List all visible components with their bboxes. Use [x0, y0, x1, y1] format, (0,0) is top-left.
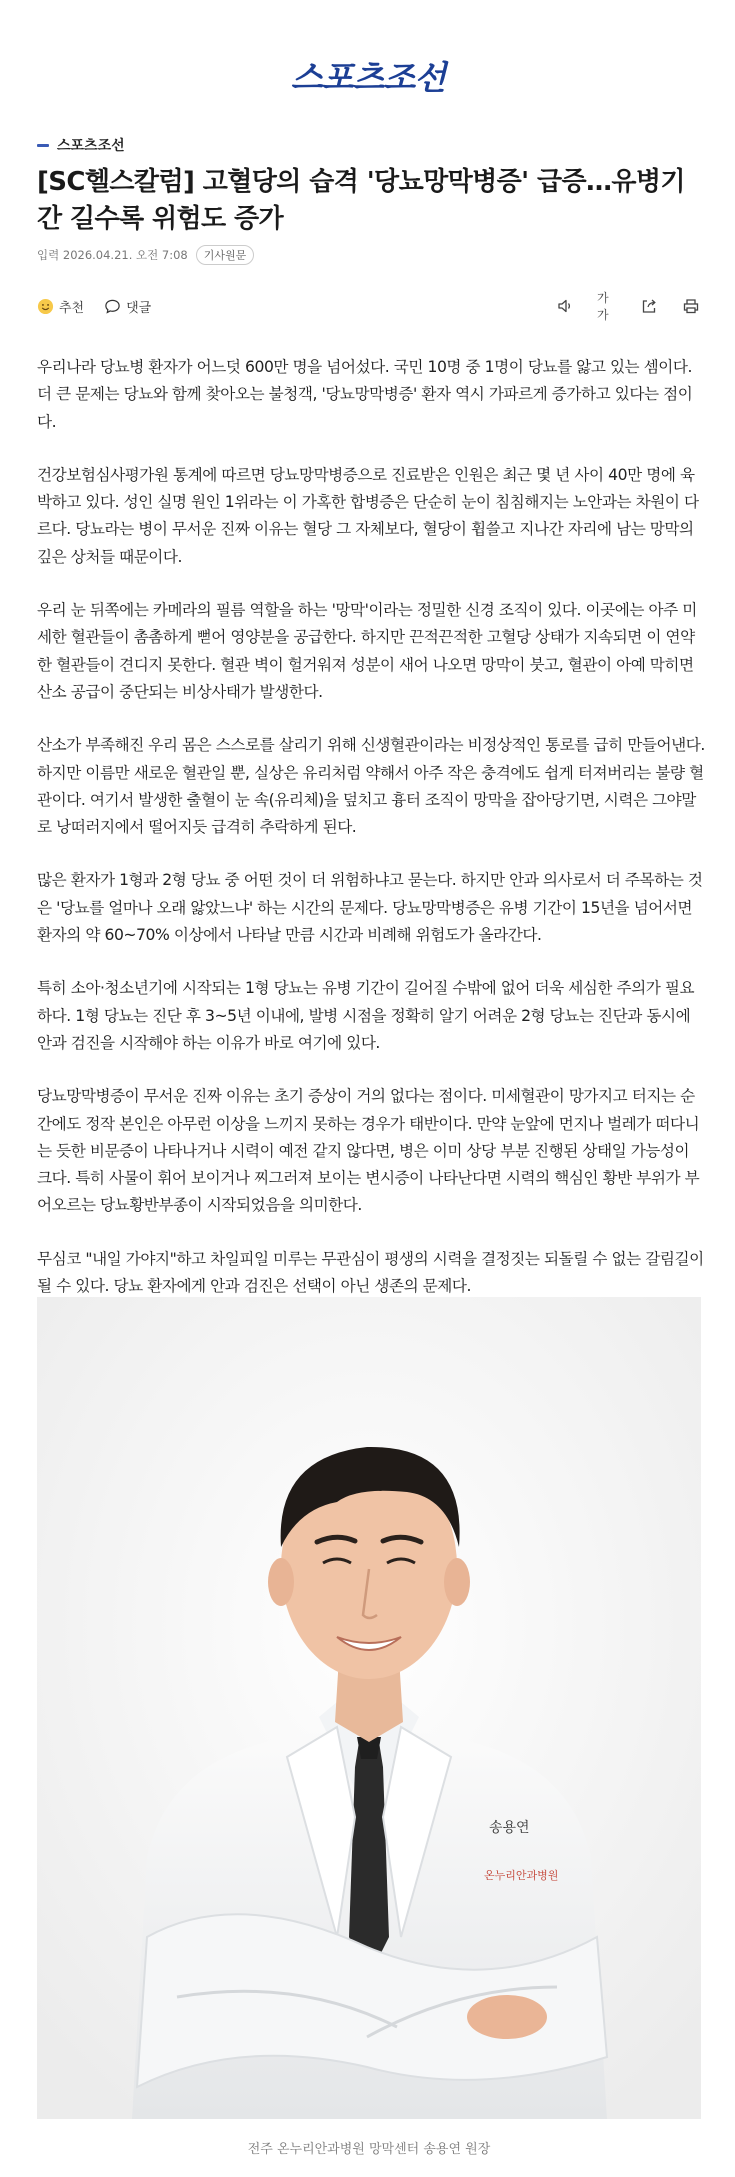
comment-icon: [104, 298, 121, 315]
article-actions: [37, 291, 701, 322]
speaker-icon: [556, 297, 574, 315]
publish-date: 입력 2026.04.21. 오전 7:08: [37, 248, 188, 262]
paragraph: 특히 소아·청소년기에 시작되는 1형 당뇨는 유병 기간이 길어질 수밖에 없어 더욱 세심한 주의가 필요하다. 1형 당뇨는 진단 후 3~5년 이내에, 발병 시점을 정확히 알기 어려운 2형 당뇨는 진단과 동시에 안과 검진을 시작해야 하는 이유가 바로 여기에 있다.: [37, 979, 695, 1052]
closing-text: 무심코 "내일 가야지"하고 차일피일 미루는 무관심이 평생의 시력을 결정짓는 되돌릴 수 없는 갈림길이 될 수 있다. 당뇨 환자에게 안과 검진은 선택이 아닌 생존의 문제다.: [37, 1249, 704, 1296]
site-header: [0, 0, 735, 128]
press-label[interactable]: [37, 134, 125, 156]
article-title: [SC헬스칼럼] 고혈당의 습격 '당뇨망막병증' 급증…유병기간 길수록 위험도 증가: [37, 167, 685, 234]
doctor-photo: [37, 1297, 701, 2119]
recommend-button[interactable]: [37, 297, 84, 316]
press-mark-icon: [37, 144, 49, 147]
font-size-button[interactable]: [597, 291, 617, 322]
article-body: [37, 354, 705, 1328]
paragraph: 건강보험심사평가원 통계에 따르면 당뇨망막병증으로 진료받은 인원은 최근 몇 년 사이 40만 명에 육박하고 있다. 성인 실명 원인 1위라는 이 가혹한 합병증은 단순히 눈이 침침해지는 노안과는 차원이 다르다. 당뇨라는 병이 무서운 진짜 이유는 혈당 그 자체보다, 혈당이 휩쓸고 지나간 자리에 남는 망막의 깊은 상처들 때문이다.: [37, 465, 699, 566]
audio-button[interactable]: [555, 296, 575, 316]
original-article-link[interactable]: 기사원문: [196, 245, 255, 265]
paragraph: 산소가 부족해진 우리 몸은 스스로를 살리기 위해 신생혈관이라는 비정상적인 통로를 급히 만들어낸다. 하지만 이름만 새로운 혈관일 뿐, 실상은 유리처럼 약해서 아주 작은 충격에도 쉽게 터져버리는 불량 혈관이다. 여기서 발생한 출혈이 눈 속(유리체)을 덮치고 흉터 조직이 망막을 잡아당기면, 시력은 그야말로 낭떠러지에서 떨어지듯 급격히 추락하게 된다.: [37, 736, 705, 837]
photo-caption: 전주 온누리안과병원 망막센터 송용연 원장: [247, 2142, 491, 2157]
paragraph: 많은 환자가 1형과 2형 당뇨 중 어떤 것이 더 위험하냐고 묻는다. 하지만 안과 의사로서 더 주목하는 것은 '당뇨를 얼마나 오래 앓았느냐' 하는 시간의 문제다. 당뇨망막병증은 유병 기간이 15년을 넘어서면 환자의 약 60~70% 이상에서 나타날 만큼 시간과 비례해 위험도가 올라간다.: [37, 871, 703, 945]
comment-label: 댓글: [126, 300, 152, 316]
share-icon: [640, 297, 658, 315]
paragraph: 당뇨망막병증이 무서운 진짜 이유는 초기 증상이 거의 없다는 점이다. 미세혈관이 망가지고 터지는 순간에도 정작 본인은 아무런 이상을 느끼지 못하는 경우가 태반이다. 만약 눈앞에 먼지나 벌레가 떠다니는 듯한 비문증이 나타나거나 시력이 예전 같지 않다면, 병은 이미 상당 부분 진행된 상태일 가능성이 크다. 특히 사물이 휘어 보이거나 찌그러져 보이는 변시증이 나타난다면 시력의 핵심인 황반 부위가 부어오르는 당뇨황반부종이 시작되었음을 의미한다.: [37, 1087, 700, 1215]
comment-button[interactable]: [104, 297, 151, 316]
press-name: 스포츠조선: [57, 138, 125, 154]
print-icon: [682, 297, 700, 315]
font-size-label: 가가: [597, 291, 609, 322]
site-logo[interactable]: 스포츠조선: [290, 58, 446, 97]
smile-icon: [37, 298, 54, 315]
gown-name-text: 송용연: [489, 1820, 530, 1836]
article-tools: [533, 291, 701, 322]
share-button[interactable]: [639, 296, 659, 316]
recommend-label: 추천: [59, 300, 85, 316]
print-button[interactable]: [681, 296, 701, 316]
doctor-portrait-image: [37, 1297, 701, 2119]
paragraph: 우리나라 당뇨병 환자가 어느덧 600만 명을 넘어섰다. 국민 10명 중 1명이 당뇨를 앓고 있는 셈이다. 더 큰 문제는 당뇨와 함께 찾아오는 불청객, '당뇨망막병증' 환자 역시 가파르게 증가하고 있다는 점이다.: [37, 358, 693, 431]
article-meta: [37, 244, 254, 266]
gown-hospital-text: 온누리안과병원: [484, 1869, 559, 1882]
paragraph: 우리 눈 뒤쪽에는 카메라의 필름 역할을 하는 '망막'이라는 정밀한 신경 조직이 있다. 이곳에는 아주 미세한 혈관들이 촘촘하게 뻗어 영양분을 공급한다. 하지만 끈적끈적한 고혈당 상태가 지속되면 이 연약한 혈관들이 견디지 못한다. 혈관 벽이 헐거워져 성분이 새어 나오면 망막이 붓고, 혈관이 아예 막히면 산소 공급이 중단되는 비상사태가 발생한다.: [37, 601, 697, 701]
